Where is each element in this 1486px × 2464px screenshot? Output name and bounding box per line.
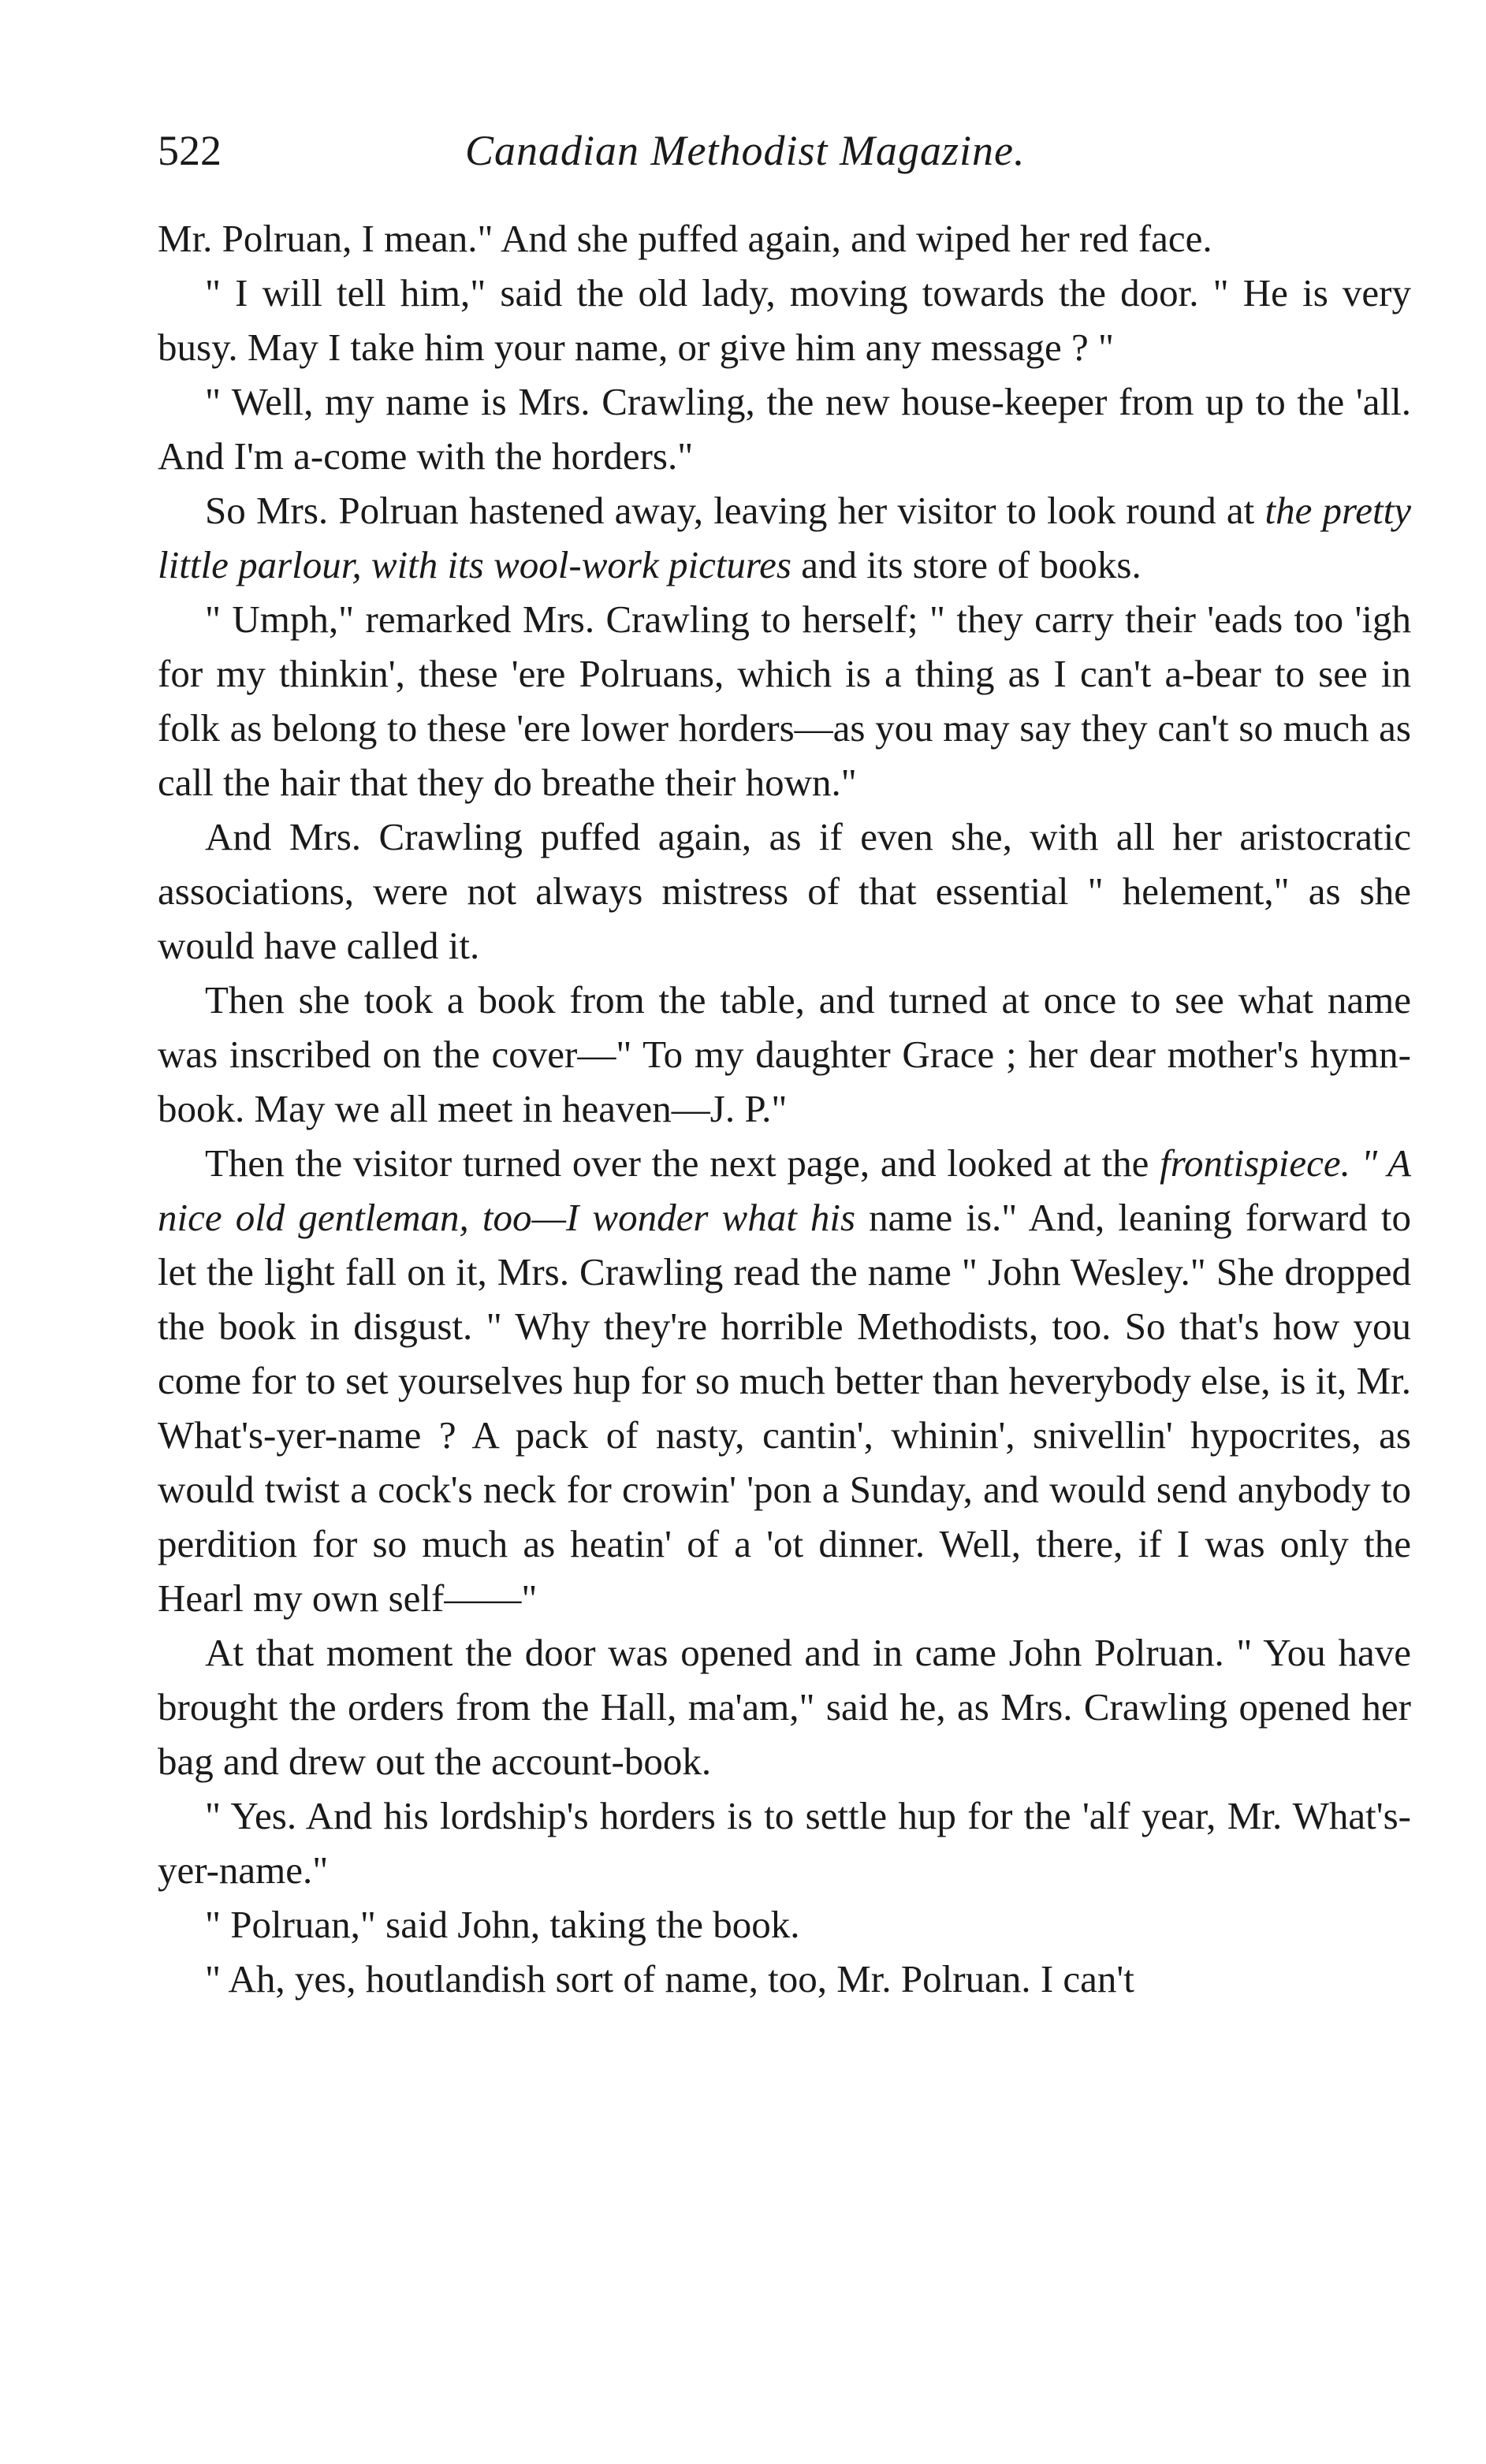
paragraph: At that moment the door was opened and in came John Polruan. " You have brought the orders from the Hall, ma'am," said he, as Mrs. Crawling opened her bag and drew out the account-book. [158, 1631, 1411, 1783]
paragraph: " I will tell him," said the old lady, moving towards the door. " He is very busy. May I take him your name, or give him any message ? " [158, 271, 1411, 369]
book-page [158, 110, 1411, 2006]
paragraph-text: and its store of books. [791, 543, 1142, 586]
paragraph-italic-text: frontispiece. " A nice old gentleman, too—I wonder what his [158, 1141, 1411, 1239]
body-text [158, 211, 1411, 2006]
page-header [158, 110, 1411, 181]
paragraph: " Well, my name is Mrs. Crawling, the new house-keeper from up to the 'all. And I'm a-come with the horders." [158, 380, 1411, 478]
paragraph: And Mrs. Crawling puffed again, as if even she, with all her aristocratic associations, were not always mistress of that essential " helement," as she would have called it. [158, 815, 1411, 967]
paragraph [158, 1136, 1411, 1625]
paragraph: Then she took a book from the table, and turned at once to see what name was inscribed on the cover—" To my daughter Grace ; her dear mother's hymn-book. May we all meet in heaven—J. P." [158, 978, 1411, 1130]
paragraph: " Yes. And his lordship's horders is to settle hup for the 'alf year, Mr. What's-yer-name." [158, 1794, 1411, 1892]
paragraph-text: So Mrs. Polruan hastened away, leaving her visitor to look round at [205, 489, 1265, 532]
running-title: Canadian Methodist Magazine. [465, 127, 1026, 174]
page-number: 522 [158, 127, 222, 174]
paragraph: " Umph," remarked Mrs. Crawling to herself; " they carry their 'eads too 'igh for my thinkin', these 'ere Polruans, which is a thing as I can't a-bear to see in folk as belong to these 'ere lower horders—as you may say they can't so much as call the hair that they do breathe their hown." [158, 597, 1411, 804]
paragraph: " Ah, yes, houtlandish sort of name, too, Mr. Polruan. I can't [205, 1957, 1134, 2001]
paragraph [158, 483, 1411, 592]
paragraph-text: Then the visitor turned over the next page, and looked at the [205, 1141, 1160, 1185]
paragraph: Mr. Polruan, I mean." And she puffed again, and wiped her red face. [158, 217, 1212, 260]
paragraph-italic-text: the pretty little parlour, with its wool-work pictures [158, 489, 1411, 586]
paragraph: " Polruan," said John, taking the book. [205, 1903, 800, 1946]
paragraph-text: name is." And, leaning forward to let the light fall on it, Mrs. Crawling read the name " John Wesley." She dropped the book in disgust. " Why they're horrible Methodists, too. So that's how you come for to set yourselves hup for so much better than heverybody else, is it, Mr. What's-yer-name ? A pack of nasty, cantin', whinin', snivellin' hypocrites, as would twist a cock's neck for crowin' 'pon a Sunday, and would send anybody to perdition for so much as heatin' of a 'ot dinner. Well, there, if I was only the Hearl my own self——" [158, 1196, 1411, 1620]
